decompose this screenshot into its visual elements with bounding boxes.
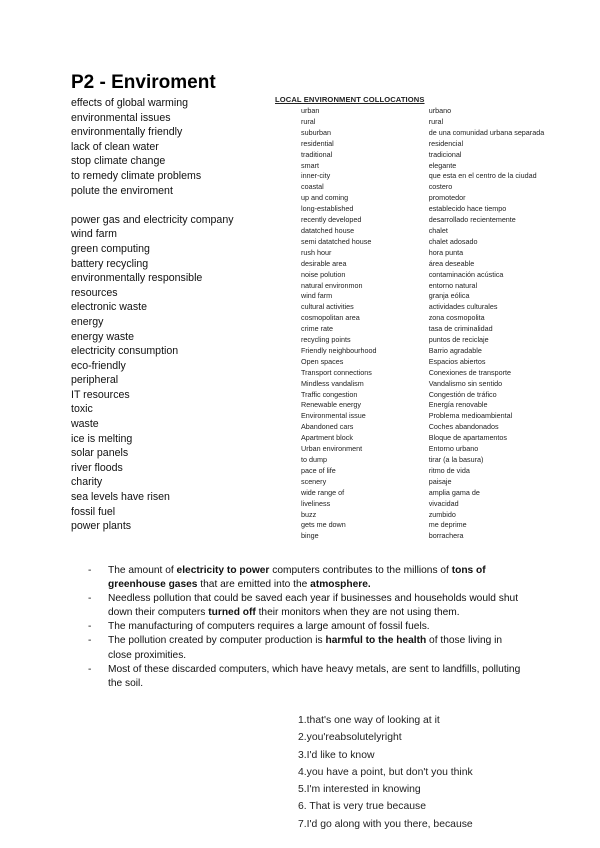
- vocabulary-item: electronic waste: [71, 301, 147, 314]
- vocabulary-item: fossil fuel: [71, 505, 116, 518]
- vocabulary-item: energy waste: [71, 330, 135, 343]
- table-row: [275, 128, 575, 139]
- text-segment: Most of these discarded computers, which have heavy metals, are sent to landfills, polluting the soil.: [108, 663, 521, 689]
- spanish-translation: urbano: [428, 106, 452, 115]
- english-term: traditional: [301, 149, 333, 159]
- vocabulary-item: eco-friendly: [71, 359, 126, 372]
- table-row: [275, 291, 575, 302]
- spanish-translation: puntos de reciclaje: [428, 335, 489, 345]
- english-term: crime rate: [301, 324, 333, 334]
- vocabulary-item: charity: [71, 476, 103, 489]
- spanish-translation: Entorno urbano: [428, 444, 479, 454]
- table-row: [275, 204, 575, 215]
- vocabulary-item: green computing: [71, 242, 150, 255]
- table-row: [275, 270, 575, 281]
- english-term: pace of life: [301, 465, 336, 475]
- english-term: coastal: [301, 182, 324, 192]
- table-row: [275, 510, 575, 521]
- english-term: Renewable energy: [301, 400, 361, 410]
- spanish-translation: Barrio agradable: [428, 345, 482, 355]
- text-segment: The manufacturing of computers requires a large amount of fossil fuels.: [108, 621, 430, 633]
- vocabulary-item: ice is melting: [71, 432, 133, 445]
- spanish-translation: zona cosmopolita: [428, 313, 485, 323]
- spanish-translation: establecido hace tiempo: [428, 204, 507, 214]
- table-row: [275, 466, 575, 477]
- table-row: [275, 444, 575, 455]
- vocabulary-item: polute the enviroment: [71, 184, 173, 197]
- expression-item: 7.I'd go along with you there, because: [298, 818, 473, 830]
- expressions-list: [298, 712, 473, 833]
- vocabulary-gap: [71, 198, 234, 213]
- text-segment: of those living in close proximities.: [108, 635, 503, 661]
- vocabulary-item: wind farm: [71, 228, 117, 241]
- text-segment: their monitors when they are not using them.: [255, 607, 460, 619]
- english-term: residential: [301, 138, 334, 148]
- table-row: [275, 400, 575, 411]
- english-term: Urban environment: [301, 444, 363, 454]
- bold-phrase: atmosphere.: [310, 579, 371, 591]
- table-row: [275, 357, 575, 368]
- table-row: [275, 226, 575, 237]
- english-term: rural: [301, 116, 316, 126]
- table-row: [275, 237, 575, 248]
- spanish-translation: Espacios abiertos: [428, 356, 486, 366]
- table-row: [275, 455, 575, 466]
- page-title: P2 - Enviroment: [71, 72, 216, 93]
- vocabulary-item: power plants: [71, 520, 132, 533]
- collocations-table: [275, 106, 575, 542]
- english-term: recycling points: [301, 335, 351, 345]
- vocabulary-list: [71, 96, 234, 534]
- bullet-item: [88, 663, 528, 691]
- vocabulary-item: waste: [71, 418, 99, 431]
- english-term: natural environmon: [301, 280, 363, 290]
- table-row: [275, 117, 575, 128]
- spanish-translation: Vandalismo sin sentido: [428, 378, 503, 388]
- table-row: [275, 281, 575, 292]
- spanish-translation: borrachera: [428, 531, 464, 541]
- vocabulary-item: lack of clean water: [71, 140, 159, 153]
- table-row: [275, 139, 575, 150]
- table-row: [275, 171, 575, 182]
- spanish-translation: elegante: [428, 160, 457, 170]
- spanish-translation: Conexiones de transporte: [428, 367, 512, 377]
- collocations-title: LOCAL ENVIRONMENT COLLOCATIONS: [275, 95, 425, 104]
- table-row: [275, 368, 575, 379]
- table-row: [275, 215, 575, 226]
- english-term: rush hour: [301, 247, 332, 257]
- english-term: Friendly neighbourhood: [301, 345, 377, 355]
- vocabulary-item: energy: [71, 315, 104, 328]
- expression-item: 4.you have a point, but don't you think: [298, 766, 473, 778]
- english-term: urban: [301, 106, 320, 115]
- english-term: Environmental issue: [301, 411, 366, 421]
- english-term: wide range of: [301, 487, 345, 497]
- spanish-translation: costero: [428, 182, 453, 192]
- table-row: [275, 182, 575, 193]
- table-row: [275, 477, 575, 488]
- table-row: [275, 379, 575, 390]
- vocabulary-item: IT resources: [71, 388, 130, 401]
- text-segment: that are emitted into the: [197, 579, 311, 591]
- spanish-translation: Coches abandonados: [428, 422, 499, 432]
- spanish-translation: zumbido: [428, 509, 456, 519]
- english-term: recently developed: [301, 215, 362, 225]
- english-term: desirable area: [301, 258, 347, 268]
- table-row: [275, 499, 575, 510]
- expression-item: 2.you'reabsolutelyright: [298, 732, 402, 744]
- vocabulary-item: sea levels have risen: [71, 491, 170, 504]
- spanish-translation: Energía renovable: [428, 400, 488, 410]
- table-row: [275, 531, 575, 542]
- table-row: [275, 433, 575, 444]
- spanish-translation: desarrollado recientemente: [428, 215, 516, 225]
- table-row: [275, 302, 575, 313]
- spanish-translation: residencial: [428, 138, 464, 148]
- spanish-translation: paisaje: [428, 476, 452, 486]
- bullet-item: [88, 564, 528, 592]
- table-row: [275, 411, 575, 422]
- spanish-translation: área deseable: [428, 258, 475, 268]
- spanish-translation: promotedor: [428, 193, 466, 203]
- bold-phrase: electricity to power: [176, 565, 270, 576]
- vocabulary-item: toxic: [71, 403, 93, 416]
- english-term: to dump: [301, 455, 327, 464]
- spanish-translation: actividades culturales: [428, 302, 498, 312]
- english-term: binge: [301, 531, 319, 541]
- english-term: cosmopolitan area: [301, 313, 360, 323]
- vocabulary-item: environmentally friendly: [71, 126, 183, 139]
- english-term: scenery: [301, 476, 327, 486]
- spanish-translation: tirar (a la basura): [428, 455, 484, 464]
- english-term: Transport connections: [301, 367, 372, 377]
- english-term: liveliness: [301, 498, 331, 508]
- english-term: suburban: [301, 127, 331, 137]
- spanish-translation: Bloque de apartamentos: [428, 433, 508, 443]
- english-term: semi datatched house: [301, 236, 372, 246]
- table-row: [275, 161, 575, 172]
- english-term: Abandoned cars: [301, 422, 354, 432]
- expression-item: 3.I'd like to know: [298, 749, 375, 761]
- spanish-translation: entorno natural: [428, 280, 478, 290]
- collocations-section: [275, 95, 575, 542]
- english-term: Apartment block: [301, 433, 353, 443]
- table-row: [275, 422, 575, 433]
- table-row: [275, 520, 575, 531]
- spanish-translation: granja eólica: [428, 291, 470, 301]
- vocabulary-item: effects of global warming: [71, 97, 188, 109]
- spanish-translation: rural: [428, 116, 444, 126]
- spanish-translation: que esta en el centro de la ciudad: [428, 171, 537, 181]
- table-row: [275, 313, 575, 324]
- spanish-translation: de una comunidad urbana separada: [428, 127, 545, 137]
- english-term: wind farm: [301, 291, 333, 301]
- spanish-translation: Congestión de tráfico: [428, 389, 497, 399]
- table-row: [275, 259, 575, 270]
- bullet-item: [88, 620, 528, 634]
- bullet-item: [88, 634, 528, 662]
- english-term: long-established: [301, 204, 354, 214]
- spanish-translation: tasa de criminalidad: [428, 324, 493, 334]
- spanish-translation: me deprime: [428, 520, 467, 530]
- table-row: [275, 346, 575, 357]
- table-row: [275, 193, 575, 204]
- english-term: Mindless vandalism: [301, 378, 364, 388]
- table-row: [275, 106, 575, 117]
- expression-item: 1.that's one way of looking at it: [298, 715, 440, 726]
- text-segment: computers contributes to the millions of: [269, 565, 452, 576]
- english-term: cultural activities: [301, 302, 354, 312]
- spanish-translation: contaminación acústica: [428, 269, 504, 279]
- vocabulary-item: river floods: [71, 461, 123, 474]
- vocabulary-item: to remedy climate problems: [71, 169, 202, 182]
- vocabulary-item: environmentally responsible: [71, 272, 203, 285]
- spanish-translation: amplia gama de: [428, 487, 480, 497]
- vocabulary-item: stop climate change: [71, 155, 166, 168]
- expression-item: 6. That is very true because: [298, 801, 427, 813]
- spanish-translation: Problema medioambiental: [428, 411, 513, 421]
- spanish-translation: chalet adosado: [428, 236, 478, 246]
- vocabulary-item: battery recycling: [71, 257, 149, 270]
- spanish-translation: vivacidad: [428, 498, 459, 508]
- english-term: inner-city: [301, 171, 331, 181]
- table-row: [275, 150, 575, 161]
- bullet-list: [88, 564, 528, 691]
- english-term: noise polution: [301, 269, 346, 279]
- english-term: Open spaces: [301, 356, 344, 366]
- vocabulary-item: power gas and electricity company: [71, 213, 234, 226]
- bold-phrase: tons of greenhouse gases: [108, 565, 486, 591]
- bullet-item: [88, 592, 528, 620]
- vocabulary-item: environmental issues: [71, 111, 171, 124]
- spanish-translation: chalet: [428, 225, 448, 235]
- spanish-translation: tradicional: [428, 149, 462, 159]
- table-row: [275, 390, 575, 401]
- table-row: [275, 488, 575, 499]
- table-row: [275, 324, 575, 335]
- english-term: gets me down: [301, 520, 346, 530]
- table-row: [275, 248, 575, 259]
- vocabulary-item: solar panels: [71, 447, 129, 460]
- english-term: up and coming: [301, 193, 349, 203]
- text-segment: Needless pollution that could be saved each year if businesses and households would shut down their computers: [108, 593, 519, 619]
- expression-item: 5.I'm interested in knowing: [298, 784, 421, 796]
- table-row: [275, 335, 575, 346]
- english-term: smart: [301, 160, 319, 170]
- spanish-translation: ritmo de vida: [428, 465, 470, 475]
- text-segment: The amount of: [108, 565, 177, 576]
- vocabulary-item: resources: [71, 286, 118, 299]
- english-term: buzz: [301, 509, 317, 519]
- text-segment: The pollution created by computer production is: [108, 635, 326, 647]
- bold-phrase: harmful to the health: [325, 635, 427, 647]
- english-term: Traffic congestion: [301, 389, 358, 399]
- spanish-translation: hora punta: [428, 247, 464, 257]
- vocabulary-item: electricity consumption: [71, 345, 179, 358]
- english-term: datatched house: [301, 225, 355, 235]
- bold-phrase: turned off: [208, 607, 256, 619]
- vocabulary-item: peripheral: [71, 374, 119, 387]
